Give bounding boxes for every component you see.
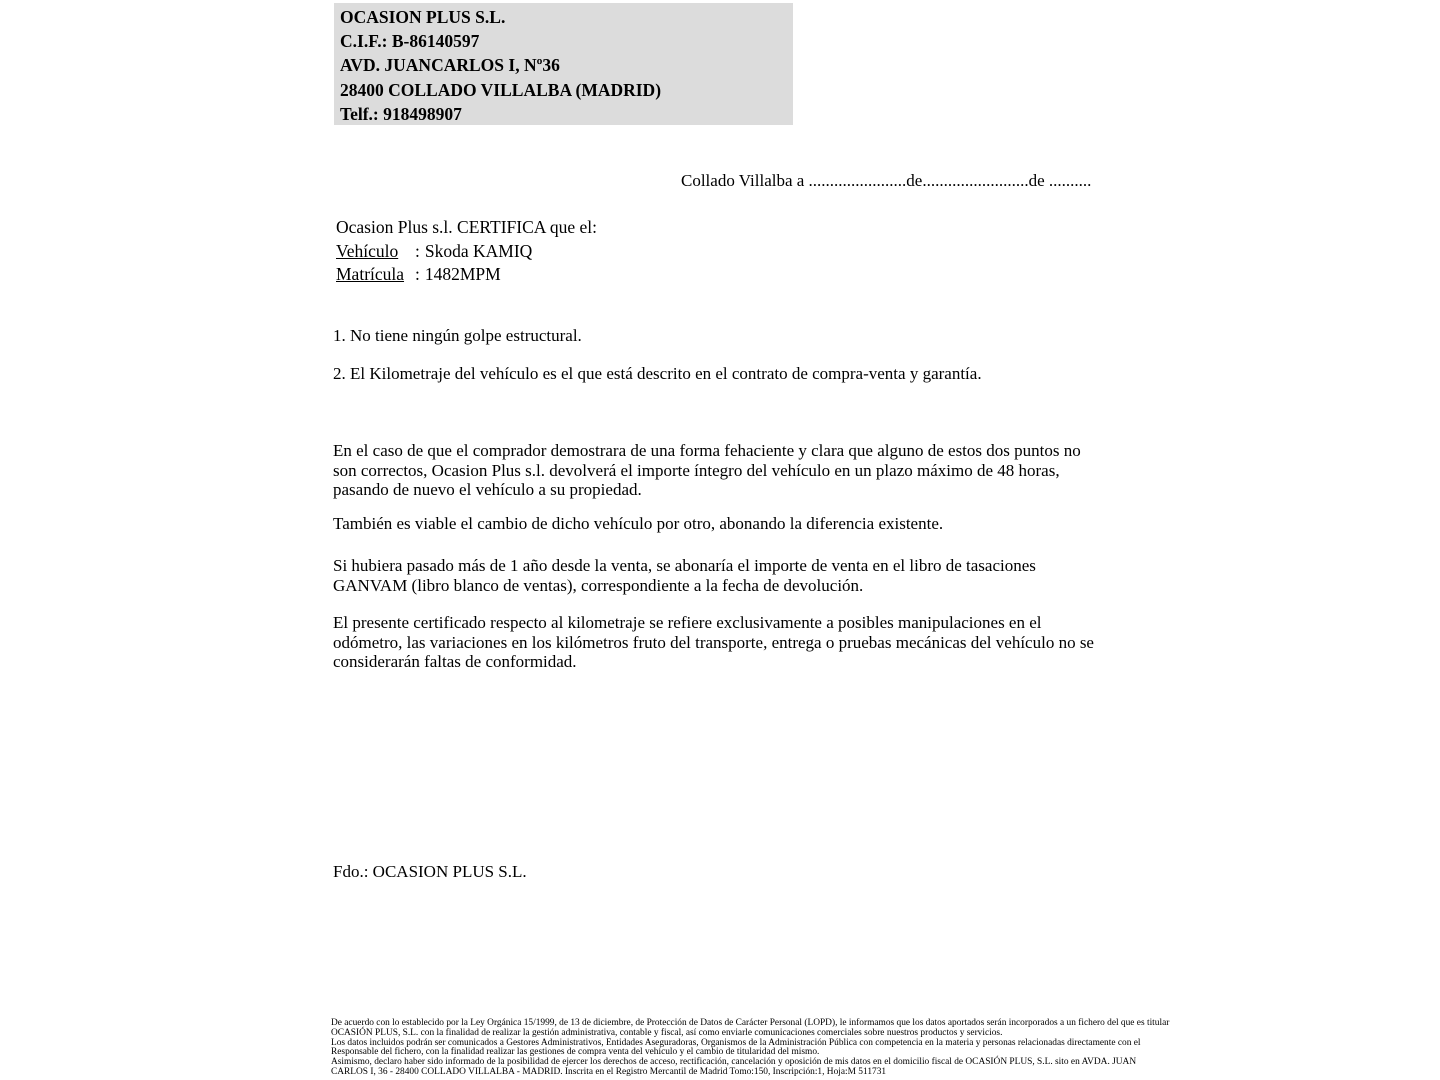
footer-line: De acuerdo con lo establecido por la Ley Orgánica 15/1999, de 13 de diciembre, de Protección de Datos de Carácter Personal (LOPD), le informamos que los datos aportados serán incorporados a un fichero del que es titular (331, 1018, 1170, 1028)
footer-line: OCASIÓN PLUS, S.L. con la finalidad de realizar la gestión administrativa, contable y fiscal, así como enviarle comunicaciones comerciales sobre nuestros productos y servicios. (331, 1027, 1003, 1038)
vehicle-label: Vehículo (336, 240, 399, 261)
plate-value: 1482MPM (424, 264, 501, 285)
company-name: OCASION PLUS S.L. (340, 7, 506, 27)
vehicle-value: Skoda KAMIQ (424, 240, 533, 261)
footer-line: Los datos incluidos podrán ser comunicados a Gestores Administrativos, Entidades Aseguradoras, Organismos de la Administración Pública con competencia en la materia y personas relacionadas directamente con el (331, 1037, 1141, 1048)
plate-label: Matrícula (336, 264, 405, 285)
vehicle-separator: : (415, 240, 420, 261)
plate-separator: : (415, 264, 420, 285)
vehicle-field (336, 240, 597, 264)
ganvam-paragraph: Si hubiera pasado más de 1 año desde la venta, se abonaría el importe de venta en el libro de tasaciones GANVAM (libro blanco de ventas), correspondiente a la fecha de devolución. (333, 556, 1036, 595)
refund-paragraph: En el caso de que el comprador demostrara de una forma fehaciente y clara que alguno de estos dos puntos no son correctos, Ocasion Plus s.l. devolverá el importe íntegro del vehículo en un plazo máximo de 48 horas, pasando de nuevo el vehículo a su propiedad. (333, 441, 1081, 500)
company-phone: Telf.: 918498907 (340, 103, 462, 124)
footer-line: Responsable del fichero, con la finalidad realizar las gestiones de compra venta del vehículo y el cambio de titularidad del mismo. (331, 1047, 820, 1058)
legal-footer (331, 1019, 1169, 1078)
date-fill-in-line: Collado Villalba a .......................de.........................de .......... (681, 171, 1092, 190)
plate-field (336, 263, 597, 287)
footer-line: CARLOS I, 36 - 28400 COLLADO VILLALBA - MADRID. Inscrita en el Registro Mercantil de Madrid Tomo:150, Inscripción:1, Hoja:M 511731 (331, 1066, 887, 1077)
odometer-paragraph: El presente certificado respecto al kilometraje se refiere exclusivamente a posibles manipulaciones en el odómetro, las variaciones en los kilómetros fruto del transporte, entrega o pruebas mecánicas del vehículo no se considerarán faltas de conformidad. (333, 613, 1094, 672)
company-address: AVD. JUANCARLOS I, Nº36 (340, 55, 560, 76)
signature-line: Fdo.: OCASION PLUS S.L. (333, 862, 527, 881)
certifies-intro: Ocasion Plus s.l. CERTIFICA que el: (336, 217, 597, 237)
certificate-declaration-block (336, 216, 597, 287)
exchange-paragraph: También es viable el cambio de dicho vehículo por otro, abonando la diferencia existente. (333, 514, 944, 533)
company-city: 28400 COLLADO VILLALBA (MADRID) (340, 79, 662, 100)
footer-line: Asimismo, declaro haber sido informado de la posibilidad de ejercer los derechos de acceso, rectificación, cancelación y oposición de mis datos en el domicilio fiscal de OCASIÓN PLUS, S.L. sito en AVDA. JUAN (331, 1057, 1137, 1067)
certified-point-1: 1. No tiene ningún golpe estructural. (333, 326, 582, 345)
certified-point-2: 2. El Kilometraje del vehículo es el que está descrito en el contrato de compra-venta y garantía. (333, 364, 982, 383)
company-letterhead-box (334, 3, 793, 125)
company-cif: C.I.F.: B-86140597 (340, 31, 480, 52)
